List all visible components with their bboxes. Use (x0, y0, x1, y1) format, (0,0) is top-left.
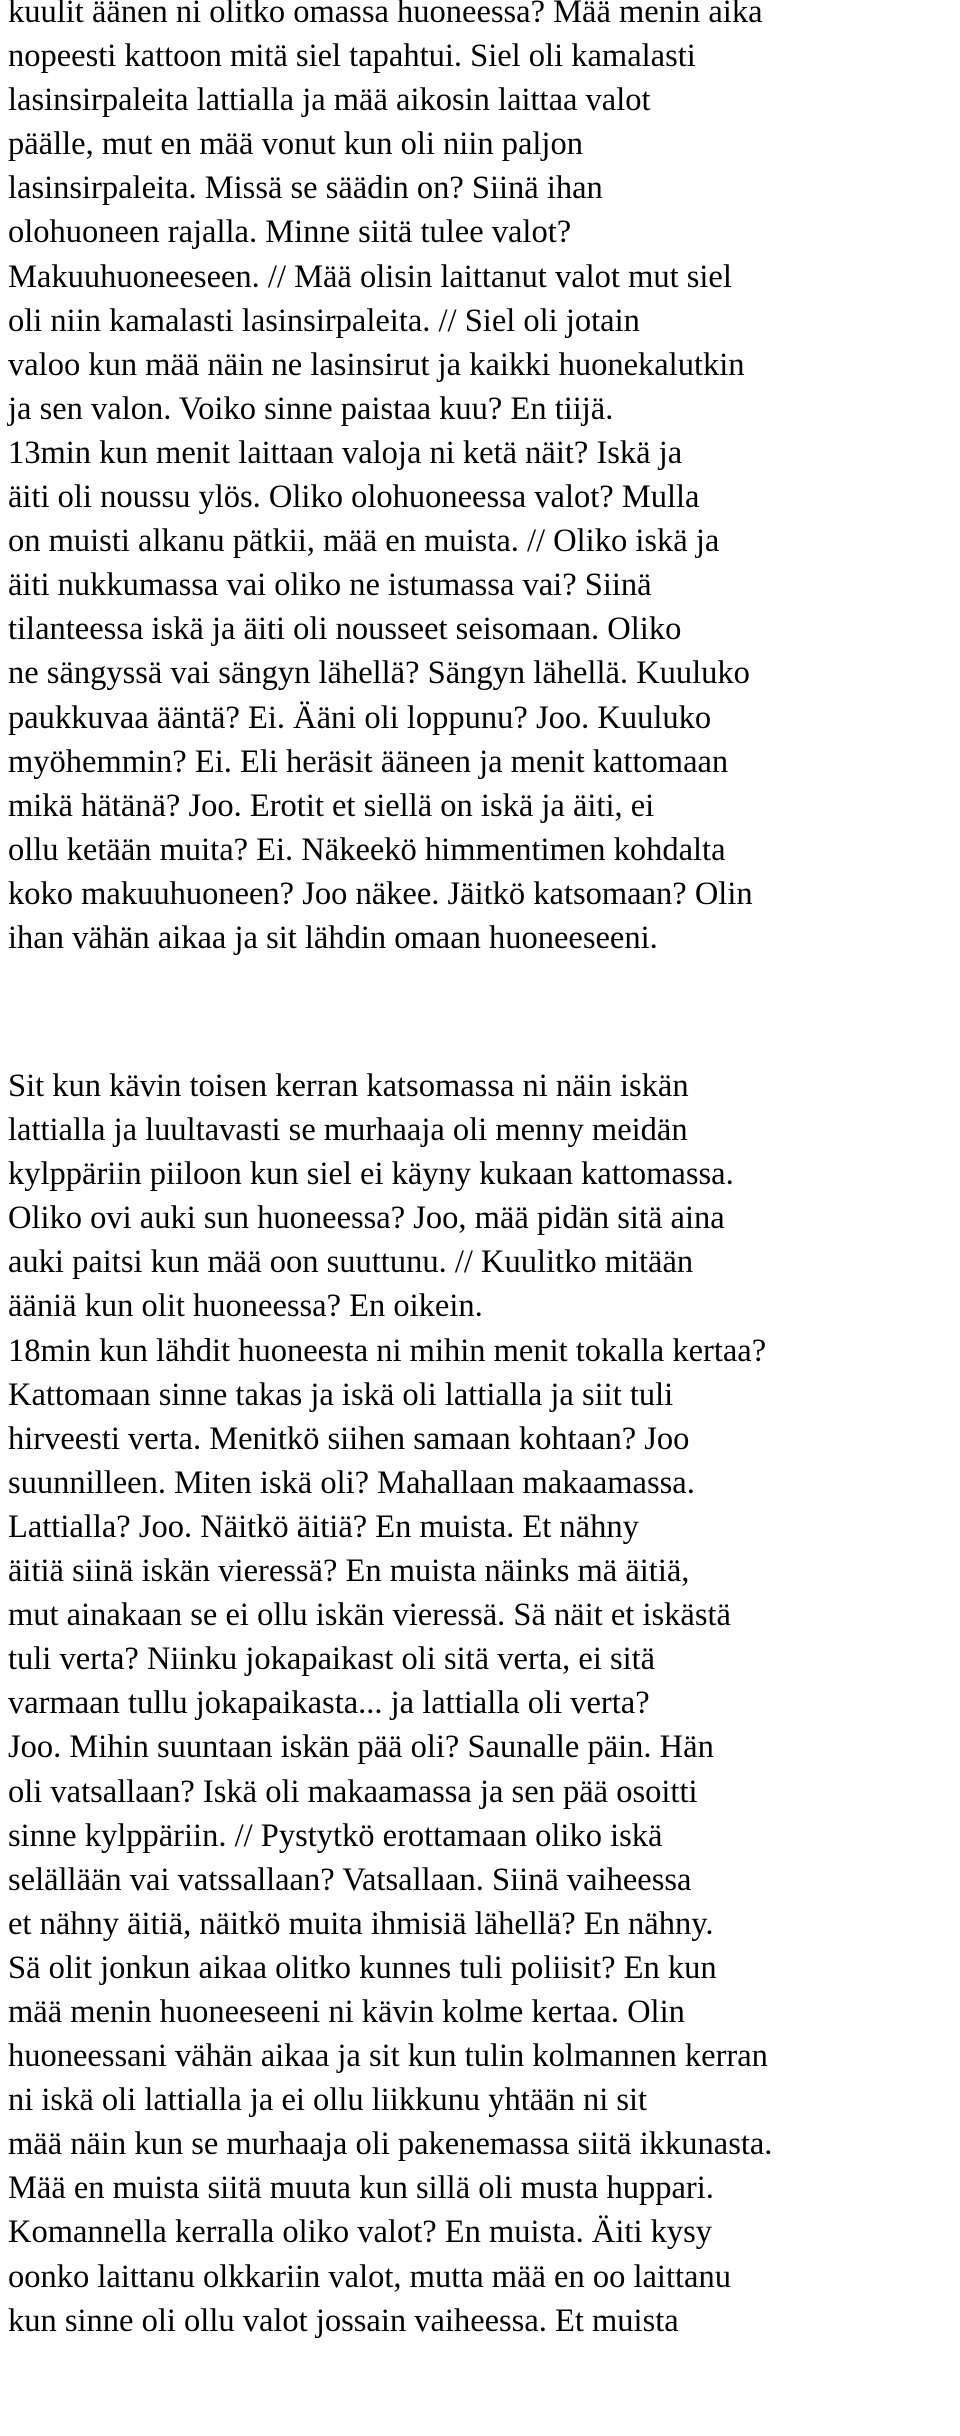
text-line: kun sinne oli ollu valot jossain vaiheessa. Et muista (8, 2302, 679, 2339)
text-line: mut ainakaan se ei ollu iskän vieressä. Sä näit et iskästä (8, 1597, 731, 1634)
paragraph-1 (8, 0, 958, 960)
text-line: mää näin kun se murhaaja oli pakenemassa siitä ikkunasta. (8, 2126, 773, 2163)
text-line: nopeesti kattoon mitä siel tapahtui. Siel oli kamalasti (8, 38, 696, 75)
text-line: ihan vähän aikaa ja sit lähdin omaan huoneeseeni. (8, 919, 658, 956)
text-line: selällään vai vatssallaan? Vatsallaan. Siinä vaiheessa (8, 1861, 692, 1898)
text-line: Oliko ovi auki sun huoneessa? Joo, mää pidän sitä aina (8, 1200, 725, 1237)
text-line: olohuoneen rajalla. Minne siitä tulee valot? (8, 214, 572, 251)
text-line: huoneessani vähän aikaa ja sit kun tulin kolmannen kerran (8, 2038, 768, 2075)
text-line: ne sängyssä vai sängyn lähellä? Sängyn lähellä. Kuuluko (8, 655, 750, 692)
text-line: Kattomaan sinne takas ja iskä oli lattialla ja siit tuli (8, 1376, 674, 1413)
text-line: valoo kun mää näin ne lasinsirut ja kaikki huonekalutkin (8, 346, 745, 383)
text-line: Joo. Mihin suuntaan iskän pää oli? Saunalle päin. Hän (8, 1729, 714, 1766)
text-line: Mää en muista siitä muuta kun sillä oli musta huppari. (8, 2170, 714, 2207)
text-line: ni iskä oli lattialla ja ei ollu liikkunu yhtään ni sit (8, 2082, 648, 2119)
text-line: Makuuhuoneeseen. // Mää olisin laittanut valot mut siel (8, 258, 732, 295)
text-line: tilanteessa iskä ja äiti oli nousseet seisomaan. Oliko (8, 611, 682, 648)
text-line: oonko laittanu olkkariin valot, mutta mää en oo laittanu (8, 2258, 731, 2295)
text-line: Komannella kerralla oliko valot? En muista. Äiti kysy (8, 2214, 713, 2251)
text-line: ja sen valon. Voiko sinne paistaa kuu? En tiijä. (8, 390, 614, 427)
text-line: kuulit äänen ni olitko omassa huoneessa? Mää menin aika (8, 0, 763, 30)
text-line: lattialla ja luultavasti se murhaaja oli menny meidän (8, 1112, 688, 1149)
text-line: mää menin huoneeseeni ni kävin kolme kertaa. Olin (8, 1993, 685, 2030)
text-line: myöhemmin? Ei. Eli heräsit ääneen ja menit kattomaan (8, 743, 729, 780)
text-line: paukkuvaa ääntä? Ei. Ääni oli loppunu? Joo. Kuuluko (8, 699, 712, 736)
text-line: ääniä kun olit huoneessa? En oikein. (8, 1288, 483, 1325)
text-line: lasinsirpaleita. Missä se säädin on? Siinä ihan (8, 170, 603, 207)
text-line: et nähny äitiä, näitkö muita ihmisiä lähellä? En nähny. (8, 1905, 714, 1942)
text-line: koko makuuhuoneen? Joo näkee. Jäitkö katsomaan? Olin (8, 875, 753, 912)
text-line: oli vatsallaan? Iskä oli makaamassa ja sen pää osoitti (8, 1773, 698, 1810)
text-line: on muisti alkanu pätkii, mää en muista. // Oliko iskä ja (8, 523, 720, 560)
text-line: 18min kun lähdit huoneesta ni mihin menit tokalla kertaa? (8, 1332, 767, 1369)
text-line: lasinsirpaleita lattialla ja mää aikosin laittaa valot (8, 82, 651, 119)
text-line: suunnilleen. Miten iskä oli? Mahallaan makaamassa. (8, 1464, 695, 1501)
text-line: kylppäriin piiloon kun siel ei käyny kukaan kattomassa. (8, 1156, 734, 1193)
paragraph-2 (8, 1064, 958, 2343)
text-line: auki paitsi kun mää oon suuttunu. // Kuulitko mitään (8, 1244, 694, 1281)
text-line: hirveesti verta. Menitkö siihen samaan kohtaan? Joo (8, 1420, 690, 1457)
text-line: päälle, mut en mää vonut kun oli niin paljon (8, 126, 583, 163)
text-line: Lattialla? Joo. Näitkö äitiä? En muista. Et nähny (8, 1508, 639, 1545)
text-line: tuli verta? Niinku jokapaikast oli sitä verta, ei sitä (8, 1641, 656, 1678)
text-line: mikä hätänä? Joo. Erotit et siellä on iskä ja äiti, ei (8, 787, 655, 824)
text-line: ollu ketään muita? Ei. Näkeekö himmentimen kohdalta (8, 831, 726, 868)
text-line: Sit kun kävin toisen kerran katsomassa ni näin iskän (8, 1068, 689, 1104)
text-line: äiti oli noussu ylös. Oliko olohuoneessa valot? Mulla (8, 479, 700, 516)
text-line: Sä olit jonkun aikaa olitko kunnes tuli poliisit? En kun (8, 1949, 717, 1986)
text-line: sinne kylppäriin. // Pystytkö erottamaan oliko iskä (8, 1817, 663, 1854)
text-line: 13min kun menit laittaan valoja ni ketä näit? Iskä ja (8, 434, 683, 471)
text-line: oli niin kamalasti lasinsirpaleita. // Siel oli jotain (8, 302, 640, 339)
text-line: varmaan tullu jokapaikasta... ja lattialla oli verta? (8, 1685, 650, 1722)
text-line: äitiä siinä iskän vieressä? En muista näinks mä äitiä, (8, 1553, 690, 1590)
text-line: äiti nukkumassa vai oliko ne istumassa vai? Siinä (8, 567, 652, 604)
